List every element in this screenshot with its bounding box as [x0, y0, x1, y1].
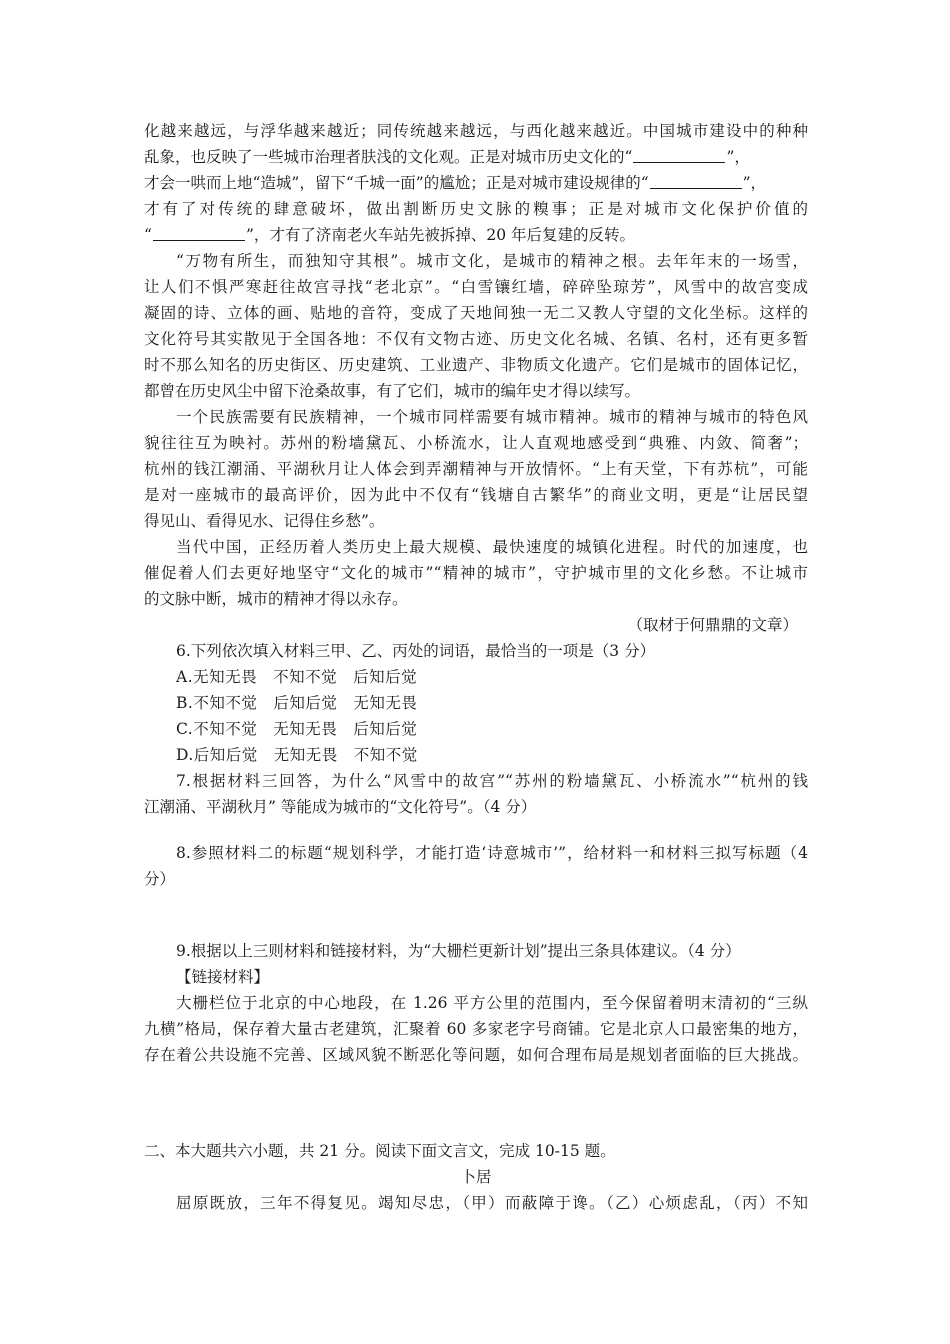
source-citation: （取材于何鼎鼎的文章）: [627, 616, 798, 634]
para3-line4: 是对一座城市的最高评价，因为此中不仅有“钱塘自古繁华”的商业文明，更是“让居民望: [144, 486, 808, 504]
para2-line2: 让人们不惧严寒赶往故宫寻找“老北京”。“白雪镶红墙，碎碎坠琼芳”，风雪中的故宫变成: [144, 278, 808, 296]
para2-line4: 文化符号其实散见于全国各地：不仅有文物古迹、历史文化名城、名镇、名村，还有更多暂: [144, 330, 808, 348]
link-material-line1: 大栅栏位于北京的中心地段，在 1.26 平方公里的范围内，至今保留着明末清初的“三纵: [176, 994, 808, 1012]
link-material-line3: 存在着公共设施不完善、区域风貌不断恶化等问题，如何合理布局是规划者面临的巨大挑战。: [144, 1046, 808, 1064]
section2-heading: 二、本大题共六小题，共 21 分。阅读下面文言文，完成 10-15 题。: [144, 1142, 616, 1160]
classical-text-title: 卜居: [460, 1168, 492, 1186]
q6-option-b: B.不知不觉 后知后觉 无知无畏: [176, 694, 418, 712]
para1-line5-open: “: [144, 226, 152, 244]
para1-line3: [144, 170, 808, 196]
question-7-line1: 7.根据材料三回答，为什么“风雪中的故宫”“苏州的粉墙黛瓦、小桥流水”“杭州的钱: [176, 772, 808, 790]
q6-option-a: A.无知无畏 不知不觉 后知后觉: [176, 668, 418, 686]
blank-jia: [633, 146, 725, 163]
blank-bing: [153, 224, 245, 241]
para2-line5: 时不那么知名的历史街区、历史建筑、工业遗产、非物质文化遗产。它们是城市的固体记忆，: [144, 356, 808, 374]
para1-line4: 才有了对传统的肆意破坏，做出割断历史文脉的糗事；正是对城市文化保护价值的: [144, 200, 808, 218]
question-7-line2: 江潮涌、平湖秋月” 等能成为城市的“文化符号”。（4 分）: [144, 798, 537, 816]
para3-line5: 得见山、看得见水、记得住乡愁”。: [144, 512, 385, 530]
para2-line6: 都曾在历史风尘中留下沧桑故事，有了它们，城市的编年史才得以续写。: [144, 382, 641, 400]
para2-line1: “万物有所生，而独知守其根”。城市文化，是城市的精神之根。去年年末的一场雪，: [176, 252, 808, 270]
para1-line1: 化越来越远，与浮华越来越近；同传统越来越远，与西化越来越近。中国城市建设中的种种: [144, 122, 808, 140]
link-material-line2: 九横”格局，保存着大量古老建筑，汇聚着 60 多家老字号商铺。它是北京人口最密集的地方，: [144, 1020, 808, 1038]
question-8-line2: 分）: [144, 870, 176, 888]
para3-line2: 貌往往互为映衬。苏州的粉墙黛瓦、小桥流水，让人直观地感受到“典雅、内敛、简奢”；: [144, 434, 808, 452]
para1-line2-text: 乱象，也反映了一些城市治理者肤浅的文化观。正是对城市历史文化的“: [144, 148, 633, 166]
blank-yi: [650, 172, 742, 189]
question-9: 9.根据以上三则材料和链接材料，为“大栅栏更新计划”提出三条具体建议。（4 分）: [176, 942, 741, 960]
para1-line2: [144, 144, 808, 170]
q6-option-c: C.不知不觉 无知无畏 后知后觉: [176, 720, 418, 738]
para1-line2-end: ”，: [726, 148, 750, 166]
para1-line3-text: 才会一哄而上地“造城”，留下“千城一面”的尴尬；正是对城市建设规律的“: [144, 174, 649, 192]
question-8-line1: 8.参照材料二的标题“规划科学，才能打造‘诗意城市’”，给材料一和材料三拟写标题（4: [176, 844, 808, 862]
para3-line1: 一个民族需要有民族精神，一个城市同样需要有城市精神。城市的精神与城市的特色风: [176, 408, 808, 426]
para4-line3: 的文脉中断，城市的精神才得以永存。: [144, 590, 408, 608]
classical-text-line1: 屈原既放，三年不得复见。竭知尽忠，（甲）而蔽障于谗。（乙）心烦虑乱，（丙）不知: [176, 1194, 808, 1212]
para1-line5: [144, 222, 808, 248]
q6-option-d: D.后知后觉 无知无畏 不知不觉: [176, 746, 418, 764]
para4-line1: 当代中国，正经历着人类历史上最大规模、最快速度的城镇化进程。时代的加速度，也: [176, 538, 808, 556]
para1-line3-end: ”，: [742, 174, 767, 192]
question-6: 6.下列依次填入材料三甲、乙、丙处的词语，最恰当的一项是（3 分）: [176, 642, 656, 660]
para2-line3: 凝固的诗、立体的画、贴地的音符，变成了天地间独一无二又教人守望的文化坐标。这样的: [144, 304, 808, 322]
para4-line2: 催促着人们去更好地坚守“文化的城市”“精神的城市”，守护城市里的文化乡愁。不让城市: [144, 564, 808, 582]
para3-line3: 杭州的钱江潮涌、平湖秋月让人体会到弄潮精神与开放情怀。“上有天堂，下有苏杭”，可能: [144, 460, 808, 478]
link-material-title: 【链接材料】: [176, 968, 270, 986]
para1-line5-text: ”，才有了济南老火车站先被拆掉、20 年后复建的反转。: [245, 226, 636, 244]
